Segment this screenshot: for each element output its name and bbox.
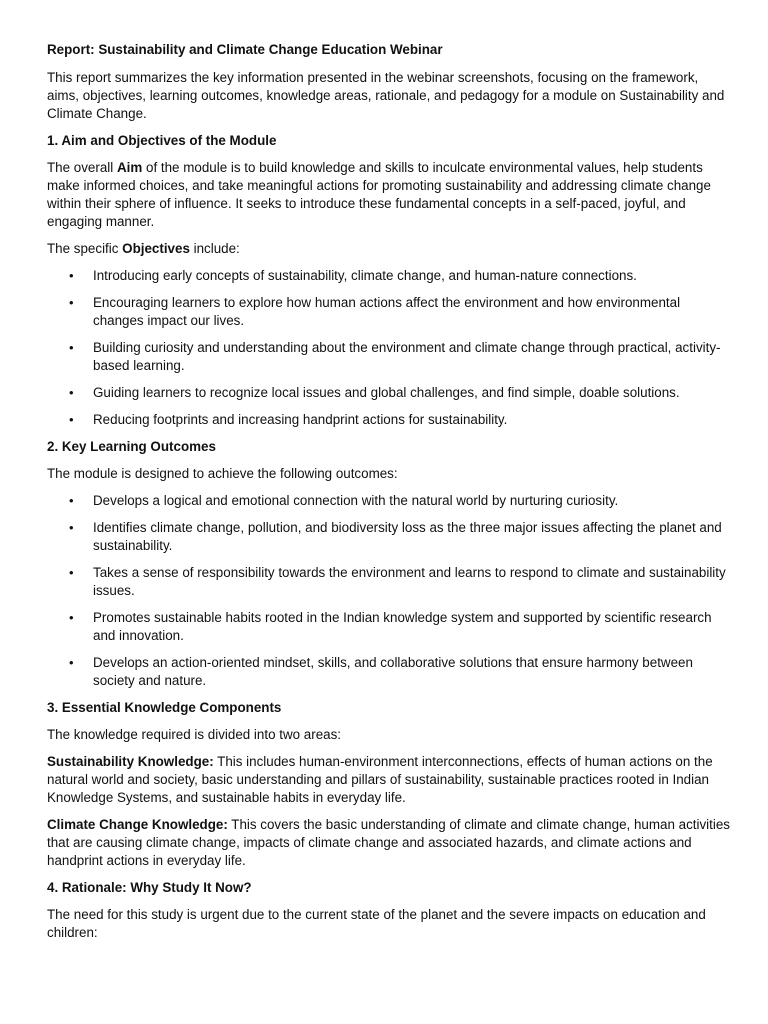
list-item-text: Develops an action-oriented mindset, skills, and collaborative solutions that ensure harmony between society and nature. [93, 655, 693, 688]
list-item-text: Develops a logical and emotional connection with the natural world by nurturing curiosity. [93, 493, 619, 508]
list-item [47, 411, 731, 429]
section-4-heading: 4. Rationale: Why Study It Now? [47, 880, 252, 895]
list-item [47, 654, 731, 690]
climate-knowledge-paragraph [47, 816, 731, 870]
bullet-icon: • [69, 268, 74, 283]
list-item-text: Encouraging learners to explore how human actions affect the environment and how environmental changes impact our lives. [93, 295, 681, 328]
bullet-icon: • [69, 340, 74, 355]
objectives-label: Objectives [122, 241, 190, 256]
sustainability-knowledge-label: Sustainability Knowledge: [47, 754, 214, 769]
objectives-suffix: include: [189, 241, 240, 256]
report-title: Report: Sustainability and Climate Change Education Webinar [47, 42, 443, 57]
document-page [47, 41, 731, 951]
section-2-heading: 2. Key Learning Outcomes [47, 439, 216, 454]
list-item-text: Guiding learners to recognize local issues and global challenges, and find simple, doable solutions. [93, 385, 680, 400]
bullet-icon: • [69, 295, 74, 310]
aim-prefix: The overall [47, 160, 117, 175]
aim-paragraph [47, 159, 731, 231]
list-item [47, 339, 731, 375]
list-item [47, 294, 731, 330]
sustainability-knowledge-text: This includes human-environment interconnections, effects of human actions on the natural world and society, basic understanding and pillars of sustainability, sustainable practices rooted in Indian Knowledge Systems, and sustainable habits in everyday life. [47, 754, 713, 805]
knowledge-intro: The knowledge required is divided into two areas: [47, 727, 342, 742]
list-item-text: Promotes sustainable habits rooted in the Indian knowledge system and supported by scientific research and innovation. [93, 610, 712, 643]
climate-knowledge-text: This covers the basic understanding of climate and climate change, human activities that are causing climate change, impacts of climate change and associated hazards, and climate actions and handprint actions in everyday life. [47, 817, 730, 868]
aim-label: Aim [116, 160, 143, 175]
list-item-text: Identifies climate change, pollution, and biodiversity loss as the three major issues affecting the planet and sustainability. [93, 520, 722, 553]
list-item [47, 267, 731, 285]
sustainability-knowledge-paragraph [47, 753, 731, 807]
list-item-text: Takes a sense of responsibility towards the environment and learns to respond to climate and sustainability issues. [93, 565, 726, 598]
bullet-icon: • [69, 565, 74, 580]
objectives-list [47, 267, 731, 429]
outcomes-list [47, 492, 731, 690]
bullet-icon: • [69, 655, 74, 670]
rationale-intro: The need for this study is urgent due to the current state of the planet and the severe impacts on education and children: [47, 907, 706, 940]
list-item-text: Building curiosity and understanding about the environment and climate change through practical, activity-based learning. [93, 340, 721, 373]
list-item-text: Reducing footprints and increasing handprint actions for sustainability. [93, 412, 508, 427]
intro-paragraph: This report summarizes the key information presented in the webinar screenshots, focusing on the framework, aims, objectives, learning outcomes, knowledge areas, rationale, and pedagogy for a module on Sustainability and Climate Change. [47, 70, 725, 121]
climate-knowledge-label: Climate Change Knowledge: [47, 817, 228, 832]
list-item-text: Introducing early concepts of sustainability, climate change, and human-nature connections. [93, 268, 637, 283]
list-item [47, 564, 731, 600]
objectives-intro [47, 240, 731, 258]
list-item [47, 384, 731, 402]
list-item [47, 492, 731, 510]
list-item [47, 609, 731, 645]
section-1-heading: 1. Aim and Objectives of the Module [47, 133, 277, 148]
objectives-prefix: The specific [47, 241, 123, 256]
section-3-heading: 3. Essential Knowledge Components [47, 700, 282, 715]
bullet-icon: • [69, 610, 74, 625]
bullet-icon: • [69, 520, 74, 535]
bullet-icon: • [69, 493, 74, 508]
aim-text: of the module is to build knowledge and skills to inculcate environmental values, help students make informed choices, and take meaningful actions for promoting sustainability and addressing climate change within their sphere of influence. It seeks to introduce these fundamental concepts in a self-paced, joyful, and engaging manner. [47, 160, 711, 229]
list-item [47, 519, 731, 555]
bullet-icon: • [69, 412, 74, 427]
outcomes-intro: The module is designed to achieve the following outcomes: [47, 466, 398, 481]
bullet-icon: • [69, 385, 74, 400]
